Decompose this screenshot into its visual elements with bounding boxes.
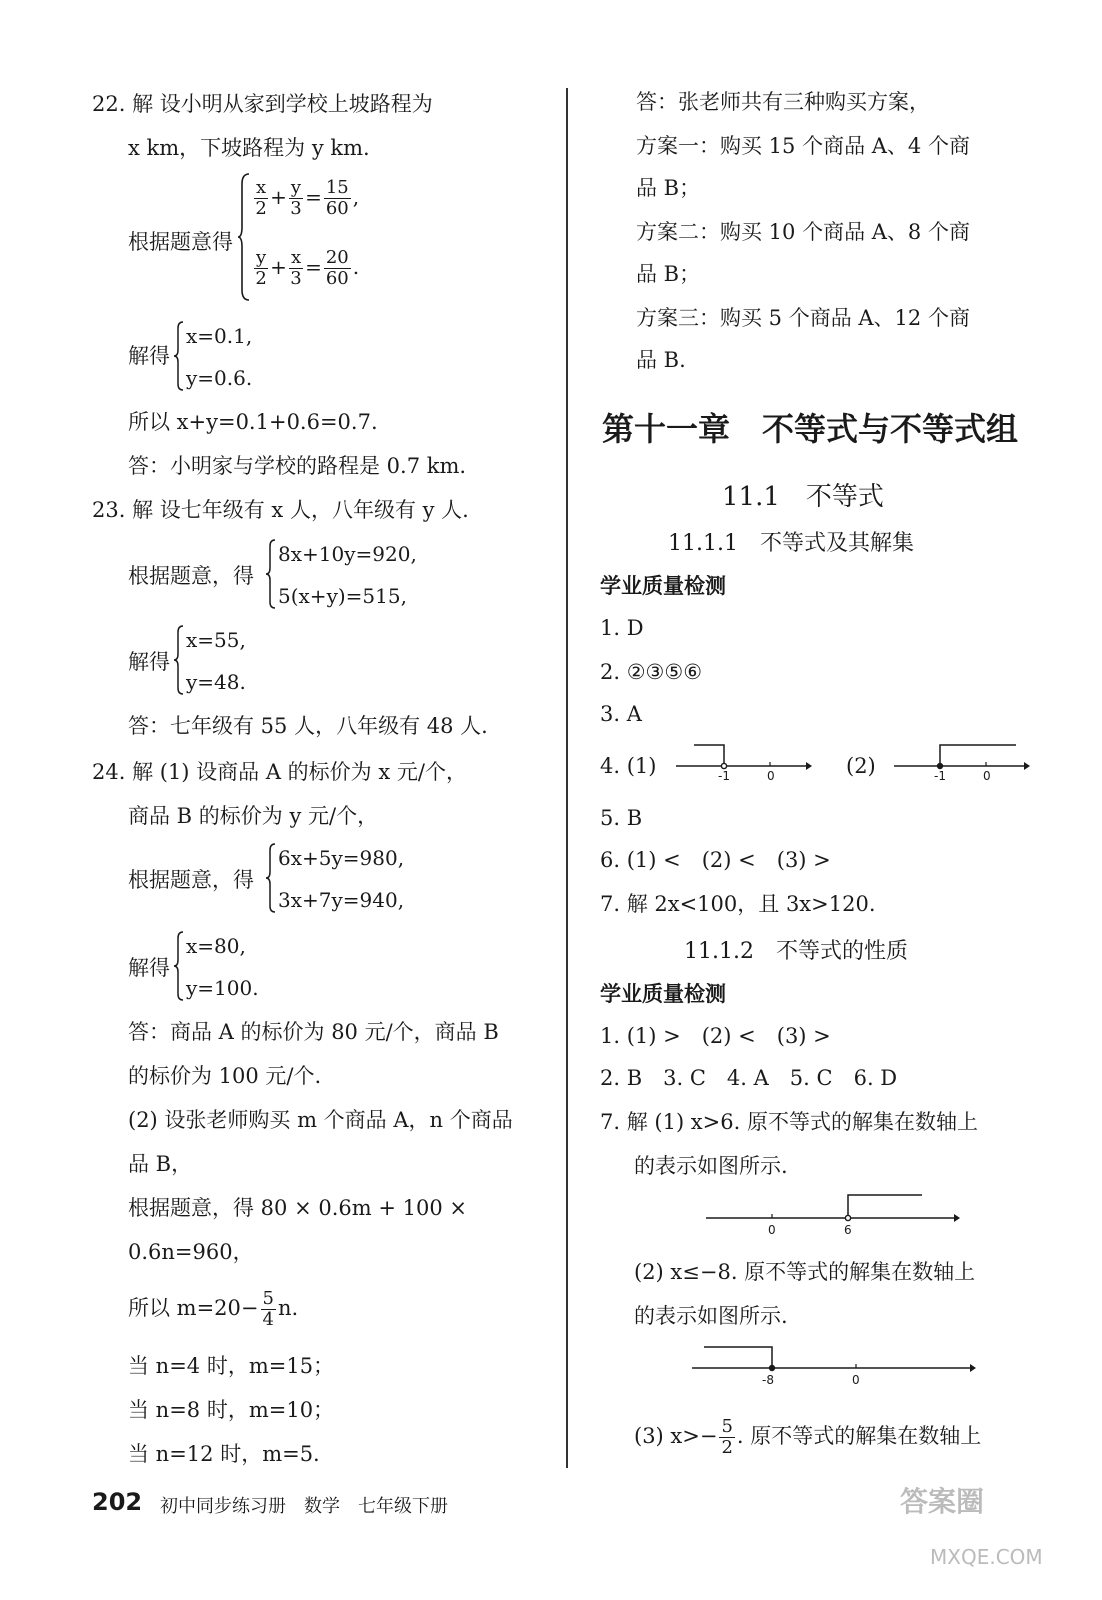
nl1-label-b: 0: [767, 769, 775, 783]
q-5: 5. B: [600, 806, 643, 830]
q-2: 2. ②③⑤⑥: [600, 660, 703, 684]
number-line-3: [704, 1190, 964, 1238]
q-1: 1. D: [600, 616, 644, 640]
q22-answer: 答：小明家与学校的路程是 0.7 km.: [128, 454, 467, 478]
nl3-label-b: 6: [844, 1223, 852, 1237]
q-4-1: 4. (1): [600, 754, 657, 778]
k-7-line3: (2) x≤−8. 原不等式的解集在数轴上: [634, 1260, 976, 1284]
q23-solve: 解得: [128, 650, 170, 674]
watermark-url: MXQE.COM: [930, 1545, 1043, 1569]
k-7-line4: 的表示如图所示.: [634, 1304, 788, 1328]
k-7-line1: 7. 解 (1) x>6. 原不等式的解集在数轴上: [600, 1110, 978, 1134]
watermark-logo: 答案圈: [900, 1485, 985, 1518]
q22-setup: 根据题意得: [128, 230, 233, 254]
q23-solution: x=55, y=48.: [174, 624, 294, 698]
brace-icon: [238, 172, 250, 302]
q23-setup: 根据题意，得: [128, 564, 254, 588]
q24-solve: 解得: [128, 956, 170, 980]
q23-system: 8x+10y=920, 5(x+y)=515,: [266, 538, 466, 612]
chapter-title: 第十一章 不等式与不等式组: [602, 410, 1019, 448]
q24-part2-line3: 根据题意，得 80 × 0.6m + 100 ×: [128, 1196, 467, 1220]
scheme3-a: 方案三：购买 5 个商品 A、12 个商: [636, 306, 970, 330]
q22-line2: x km，下坡路程为 y km.: [128, 136, 370, 160]
number-line-2: [890, 740, 1032, 784]
q24-part2-line5: 所以 m=20− $\frac{5}{4}$ n.: [128, 1288, 299, 1330]
q24-case3: 当 n=12 时，m=5.: [128, 1442, 320, 1466]
subsection-title-2: 11.1.2 不等式的性质: [684, 939, 908, 964]
r-answer: 答：张老师共有三种购买方案，: [636, 90, 930, 114]
book-title: 初中同步练习册 数学 七年级下册: [160, 1496, 448, 1517]
nl4-label-a: -8: [762, 1373, 774, 1387]
scheme1-b: 品 B；: [636, 176, 701, 200]
column-divider: [566, 88, 568, 1468]
category-heading-1: 学业质量检测: [600, 574, 726, 598]
number-line-4: [690, 1342, 980, 1390]
nl3-label-a: 0: [768, 1223, 776, 1237]
q22-sum: 所以 x+y=0.1+0.6=0.7.: [128, 410, 378, 434]
category-heading-2: 学业质量检测: [600, 982, 726, 1006]
subsection-title-1: 11.1.1 不等式及其解集: [668, 531, 914, 556]
brace-icon: [266, 842, 276, 914]
nl1-label-a: -1: [718, 769, 730, 783]
q22-system: $\frac{x}{2}$ + $\frac{y}{3}$ = $\frac{15}{60}$ , $\frac{y}{2}$ + $\frac{x}{3}$ = $\frac{20}{60}$ .: [238, 172, 398, 304]
k-1: 1. (1) > (2) < (3) >: [600, 1024, 831, 1048]
scheme2-b: 品 B；: [636, 262, 701, 286]
k-2to6: 2. B 3. C 4. A 5. C 6. D: [600, 1066, 898, 1090]
brace-icon: [174, 930, 184, 1002]
q24-case1: 当 n=4 时，m=15；: [128, 1354, 335, 1378]
brace-icon: [174, 320, 184, 392]
q23-answer: 答：七年级有 55 人，八年级有 48 人.: [128, 714, 488, 738]
scheme2-a: 方案二：购买 10 个商品 A、8 个商: [636, 220, 970, 244]
q24-solution: x=80, y=100.: [174, 930, 294, 1004]
q24-system: 6x+5y=980, 3x+7y=940,: [266, 842, 466, 916]
scheme3-b: 品 B.: [636, 348, 686, 372]
q23-line1: 23. 解 设七年级有 x 人，八年级有 y 人.: [92, 498, 469, 522]
q24-part2-line1: (2) 设张老师购买 m 个商品 A，n 个商品: [128, 1108, 513, 1132]
q-6: 6. (1) < (2) < (3) >: [600, 848, 831, 872]
q-4-2: (2): [846, 754, 876, 778]
q24-setup: 根据题意，得: [128, 868, 254, 892]
nl2-label-b: 0: [983, 769, 991, 783]
page-number: 202: [92, 1488, 143, 1516]
q24-line2: 商品 B 的标价为 y 元/个，: [128, 804, 379, 828]
k-7-line5: (3) x>− $\frac{5}{2}$ . 原不等式的解集在数轴上: [634, 1416, 982, 1458]
nl4-label-b: 0: [852, 1373, 860, 1387]
q-7: 7. 解 2x<100，且 3x>120.: [600, 892, 876, 916]
q24-answer1: 答：商品 A 的标价为 80 元/个，商品 B: [128, 1020, 499, 1044]
brace-icon: [266, 538, 276, 610]
q-3: 3. A: [600, 702, 642, 726]
q24-case2: 当 n=8 时，m=10；: [128, 1398, 335, 1422]
section-title: 11.1 不等式: [722, 482, 884, 512]
q24-line1: 24. 解 (1) 设商品 A 的标价为 x 元/个，: [92, 760, 467, 784]
nl2-label-a: -1: [934, 769, 946, 783]
q24-answer2: 的标价为 100 元/个.: [128, 1064, 322, 1088]
q22-solution: x=0.1, y=0.6.: [174, 320, 294, 394]
number-line-1: [672, 740, 812, 784]
scheme1-a: 方案一：购买 15 个商品 A、4 个商: [636, 134, 970, 158]
q22-solve: 解得: [128, 344, 170, 368]
q22-line1: 22. 解 设小明从家到学校上坡路程为: [92, 92, 433, 116]
brace-icon: [174, 624, 184, 696]
q24-part2-line2: 品 B，: [128, 1152, 193, 1176]
q24-part2-line4: 0.6n=960，: [128, 1240, 254, 1264]
k-7-line2: 的表示如图所示.: [634, 1154, 788, 1178]
